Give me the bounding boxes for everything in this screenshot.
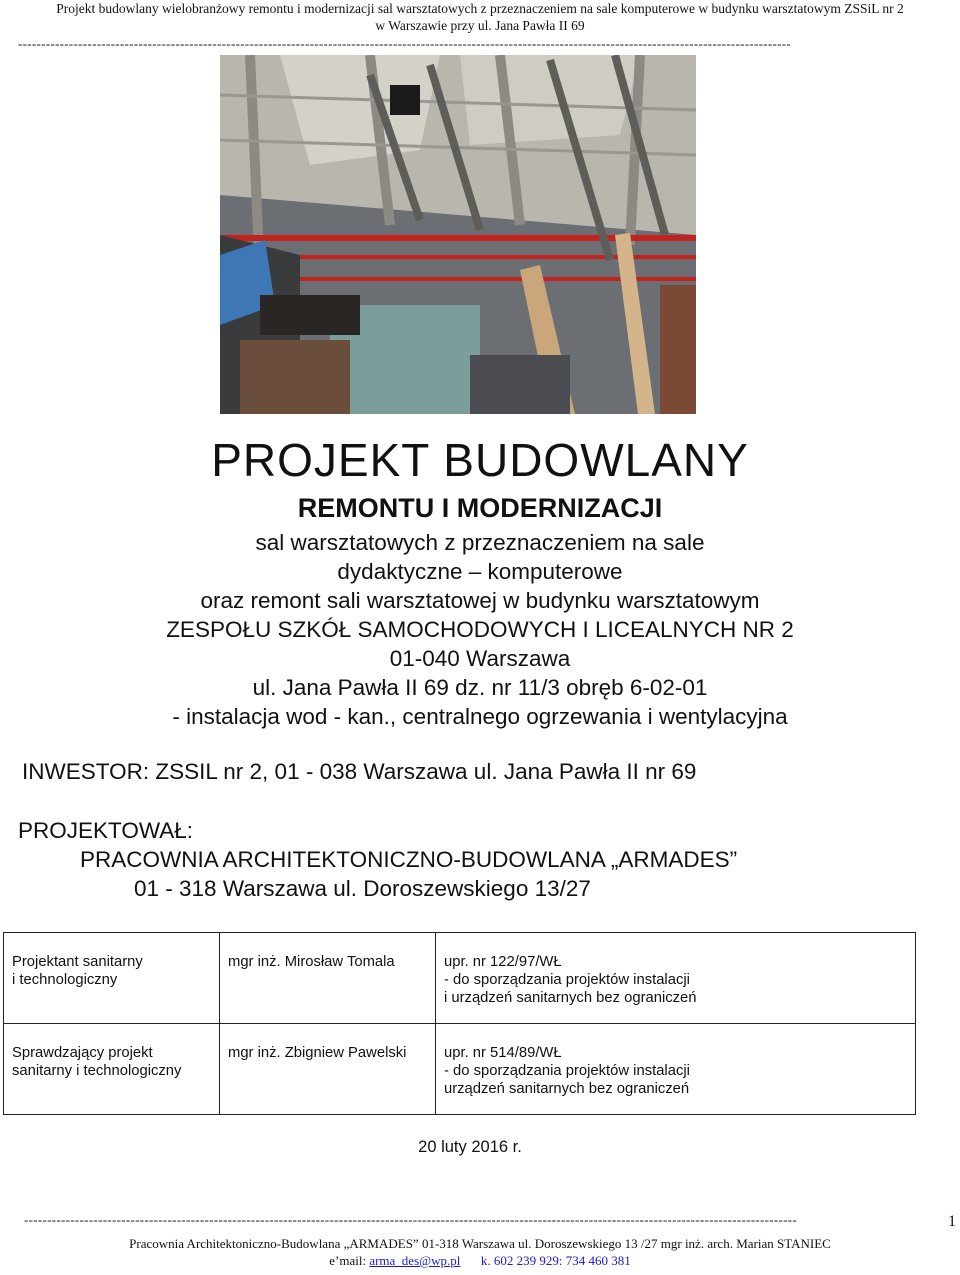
- name-cell: mgr inż. Zbigniew Pawelski: [220, 1024, 436, 1115]
- role-line: i technologiczny: [12, 972, 118, 988]
- email-label: e’mail:: [329, 1253, 367, 1268]
- header-line-2: w Warszawie przy ul. Jana Pawła II 69: [375, 18, 585, 33]
- header-line-1: Projekt budowlany wielobranżowy remontu i modernizacji sal warsztatowych z przeznaczeniem na sale komputerowe w budynku warsztatowym ZSSiL nr 2: [56, 1, 904, 16]
- description-line: oraz remont sali warsztatowej w budynku warsztatowym: [200, 588, 760, 613]
- footer-contact: [0, 1252, 960, 1269]
- description-line: ul. Jana Pawła II 69 dz. nr 11/3 obręb 6-02-01: [252, 675, 708, 700]
- footer-line-1: Pracownia Architektoniczno-Budowlana „ARMADES” 01-318 Warszawa ul. Doroszewskiego 13 /27 mgr inż. arch. Marian STANIEC: [129, 1236, 831, 1251]
- page-footer: [0, 1235, 960, 1269]
- license-line: upr. nr 514/89/WŁ: [444, 1045, 562, 1061]
- footer-separator: -----------------------------------------------------------------------------------------------------------------------------------------------------------------------: [24, 1213, 798, 1227]
- title-block: [0, 432, 960, 524]
- role-line: sanitarny i technologiczny: [12, 1063, 182, 1079]
- page-number: 1: [948, 1213, 956, 1230]
- designer-address: 01 - 318 Warszawa ul. Doroszewskiego 13/27: [134, 876, 591, 901]
- role-line: Sprawdzający projekt: [12, 1045, 153, 1061]
- license-line: i urządzeń sanitarnych bez ograniczeń: [444, 990, 697, 1006]
- document-subtitle: REMONTU I MODERNIZACJI: [297, 493, 663, 523]
- description-line: ZESPOŁU SZKÓŁ SAMOCHODOWYCH I LICEALNYCH NR 2: [166, 617, 794, 642]
- license-line: upr. nr 122/97/WŁ: [444, 954, 562, 970]
- designed-by-label: PROJEKTOWAŁ:: [18, 818, 194, 843]
- phone-numbers: k. 602 239 929: 734 460 381: [480, 1253, 631, 1268]
- table-row: [4, 933, 916, 1024]
- description-line: sal warsztatowych z przeznaczeniem na sale: [255, 530, 705, 555]
- document-title: PROJEKT BUDOWLANY: [211, 434, 749, 486]
- signatures-table: [3, 932, 916, 1115]
- role-cell: [4, 1024, 220, 1115]
- license-line: - do sporządzania projektów instalacji: [444, 1063, 690, 1079]
- header-separator: -----------------------------------------------------------------------------------------------------------------------------------------------------------------------: [18, 37, 792, 51]
- license-cell: [436, 1024, 916, 1115]
- document-date: 20 luty 2016 r.: [418, 1138, 522, 1156]
- name-cell: mgr inż. Mirosław Tomala: [220, 933, 436, 1024]
- license-cell: [436, 933, 916, 1024]
- description-line: dydaktyczne – komputerowe: [337, 559, 623, 584]
- description-line: 01-040 Warszawa: [389, 646, 571, 671]
- project-description: [0, 528, 960, 731]
- role-cell: [4, 933, 220, 1024]
- email-link[interactable]: arma_des@wp.pl: [369, 1253, 461, 1268]
- license-line: - do sporządzania projektów instalacji: [444, 972, 690, 988]
- designer-company: PRACOWNIA ARCHITEKTONICZNO-BUDOWLANA „ARMADES”: [80, 847, 738, 872]
- workshop-photo: [220, 55, 696, 414]
- description-line: - instalacja wod - kan., centralnego ogrzewania i wentylacyjna: [172, 704, 788, 729]
- table-row: [4, 1024, 916, 1115]
- license-line: urządzeń sanitarnych bez ograniczeń: [444, 1081, 690, 1097]
- role-line: Projektant sanitarny: [12, 954, 143, 970]
- page-header: [0, 0, 960, 34]
- investor: INWESTOR: ZSSIL nr 2, 01 - 038 Warszawa ul. Jana Pawła II nr 69: [22, 759, 697, 784]
